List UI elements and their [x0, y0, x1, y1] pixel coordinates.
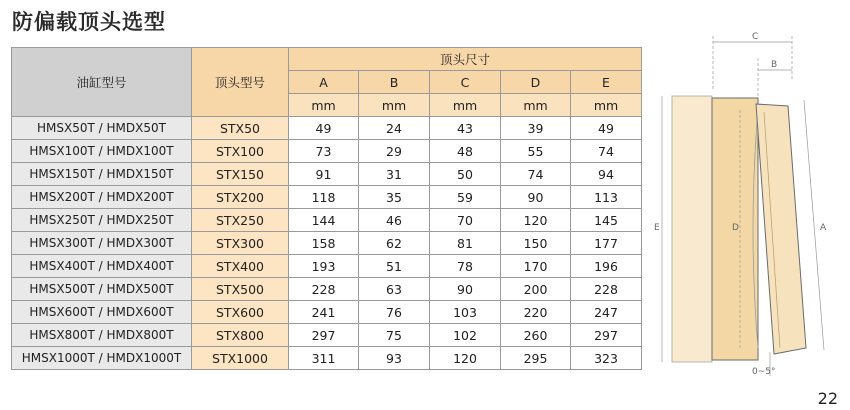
dim-c-cell: 50 [430, 163, 501, 186]
cylinder-model-cell: HMSX100T / HMDX100T [12, 140, 192, 163]
head-model-cell: STX200 [192, 186, 289, 209]
dim-c-cell: 81 [430, 232, 501, 255]
dim-c-cell: 78 [430, 255, 501, 278]
dim-b-cell: 62 [359, 232, 430, 255]
table-row [12, 324, 642, 347]
dim-e-cell: 196 [571, 255, 642, 278]
cylinder-model-cell: HMSX1000T / HMDX1000T [12, 347, 192, 370]
head-model-cell: STX800 [192, 324, 289, 347]
dim-e-cell: 177 [571, 232, 642, 255]
page-number: 22 [817, 389, 838, 408]
table-row [12, 301, 642, 324]
dim-a-cell: 91 [289, 163, 359, 186]
cylinder-model-cell: HMSX150T / HMDX150T [12, 163, 192, 186]
dim-d-cell: 74 [501, 163, 571, 186]
dim-e-cell: 323 [571, 347, 642, 370]
cylinder-model-cell: HMSX300T / HMDX300T [12, 232, 192, 255]
header-unit-a: mm [289, 94, 359, 117]
cylinder-model-cell: HMSX250T / HMDX250T [12, 209, 192, 232]
head-model-cell: STX500 [192, 278, 289, 301]
header-unit-b: mm [359, 94, 430, 117]
head-model-cell: STX1000 [192, 347, 289, 370]
dim-a-cell: 158 [289, 232, 359, 255]
cylinder-model-cell: HMSX200T / HMDX200T [12, 186, 192, 209]
dim-a-cell: 228 [289, 278, 359, 301]
dim-c-cell: 120 [430, 347, 501, 370]
dim-a-cell: 311 [289, 347, 359, 370]
table-row [12, 209, 642, 232]
dim-b-cell: 35 [359, 186, 430, 209]
dim-c-cell: 103 [430, 301, 501, 324]
header-dim-a: A [289, 71, 359, 94]
table-row [12, 347, 642, 370]
dim-a-cell: 49 [289, 117, 359, 140]
dim-d-label: D [732, 223, 739, 233]
table-row [12, 163, 642, 186]
header-dim-e: E [571, 71, 642, 94]
header-cylinder-model: 油缸型号 [12, 48, 192, 117]
dim-e-cell: 145 [571, 209, 642, 232]
dim-d-cell: 55 [501, 140, 571, 163]
dim-d-cell: 170 [501, 255, 571, 278]
dim-b-cell: 31 [359, 163, 430, 186]
header-unit-d: mm [501, 94, 571, 117]
dim-d-cell: 200 [501, 278, 571, 301]
dim-a-cell: 118 [289, 186, 359, 209]
dim-e-cell: 49 [571, 117, 642, 140]
header-dim-b: B [359, 71, 430, 94]
dim-e-cell: 113 [571, 186, 642, 209]
dim-c-cell: 48 [430, 140, 501, 163]
dim-c-cell: 43 [430, 117, 501, 140]
cylinder-model-cell: HMSX400T / HMDX400T [12, 255, 192, 278]
dim-c-label: C [752, 32, 759, 42]
dim-e-cell: 228 [571, 278, 642, 301]
table-row [12, 140, 642, 163]
table-row [12, 255, 642, 278]
cylinder-body [672, 96, 712, 362]
dim-c-cell: 90 [430, 278, 501, 301]
head-model-cell: STX400 [192, 255, 289, 278]
cylinder-model-cell: HMSX500T / HMDX500T [12, 278, 192, 301]
tilted-face [756, 104, 806, 354]
dim-a-cell: 73 [289, 140, 359, 163]
head-model-cell: STX100 [192, 140, 289, 163]
table-row [12, 117, 642, 140]
dim-a-cell: 297 [289, 324, 359, 347]
dim-d-cell: 39 [501, 117, 571, 140]
dim-d-cell: 120 [501, 209, 571, 232]
dim-b-cell: 93 [359, 347, 430, 370]
dim-a-cell: 193 [289, 255, 359, 278]
dim-b-cell: 76 [359, 301, 430, 324]
cylinder-model-cell: HMSX600T / HMDX600T [12, 301, 192, 324]
dim-d-cell: 220 [501, 301, 571, 324]
dim-d-cell: 90 [501, 186, 571, 209]
dim-b-cell: 75 [359, 324, 430, 347]
dim-d-cell: 260 [501, 324, 571, 347]
table-row [12, 232, 642, 255]
dim-e-cell: 94 [571, 163, 642, 186]
dim-a-label: A [820, 223, 827, 233]
header-head-model: 顶头型号 [192, 48, 289, 117]
dim-c-cell: 59 [430, 186, 501, 209]
dim-e-cell: 74 [571, 140, 642, 163]
table-row [12, 278, 642, 301]
head-model-cell: STX600 [192, 301, 289, 324]
head-dimension-drawing [652, 30, 837, 380]
dim-b-cell: 46 [359, 209, 430, 232]
dim-b-label: B [771, 60, 778, 70]
head-model-cell: STX150 [192, 163, 289, 186]
header-dim-c: C [430, 71, 501, 94]
tilt-label: 0~5° [752, 367, 776, 377]
header-unit-e: mm [571, 94, 642, 117]
spec-table [11, 47, 642, 370]
dim-a-cell: 144 [289, 209, 359, 232]
dim-b-cell: 24 [359, 117, 430, 140]
table-row [12, 186, 642, 209]
dim-d-cell: 295 [501, 347, 571, 370]
header-dim-d: D [501, 71, 571, 94]
dim-c-cell: 70 [430, 209, 501, 232]
dim-a-cell: 241 [289, 301, 359, 324]
dim-e-cell: 297 [571, 324, 642, 347]
dim-b-cell: 29 [359, 140, 430, 163]
head-model-cell: STX50 [192, 117, 289, 140]
cylinder-model-cell: HMSX50T / HMDX50T [12, 117, 192, 140]
dim-c-cell: 102 [430, 324, 501, 347]
dim-e-cell: 247 [571, 301, 642, 324]
page-title: 防偏载顶头选型 [12, 10, 166, 34]
cylinder-model-cell: HMSX800T / HMDX800T [12, 324, 192, 347]
dim-e-label: E [654, 223, 660, 233]
header-unit-c: mm [430, 94, 501, 117]
header-head-dimensions: 顶头尺寸 [289, 48, 642, 71]
head-model-cell: STX250 [192, 209, 289, 232]
head-model-cell: STX300 [192, 232, 289, 255]
dim-d-cell: 150 [501, 232, 571, 255]
dim-b-cell: 63 [359, 278, 430, 301]
dim-b-cell: 51 [359, 255, 430, 278]
